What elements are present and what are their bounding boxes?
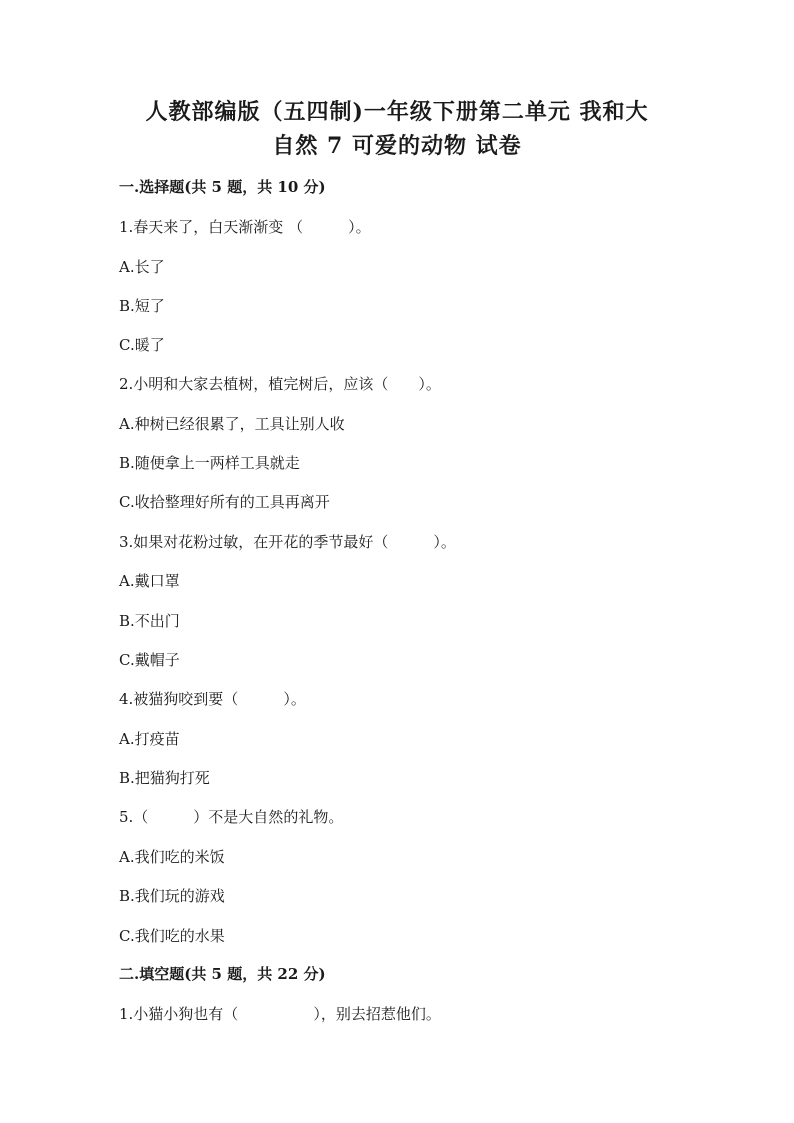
question-option: A.长了 [119,258,165,276]
section-heading-fill-in-blank: 二.填空题(共 5 题，共 22 分) [119,965,326,983]
question-option: B.随便拿上一两样工具就走 [119,454,300,472]
section-heading-multiple-choice: 一.选择题(共 5 题，共 10 分) [119,178,326,196]
question-option: A.戴口罩 [119,572,180,590]
question-stem: 1.小猫小狗也有（ ），别去招惹他们。 [119,1005,441,1023]
question-option: C.暖了 [119,336,165,354]
document-title-line-2: 自然 7 可爱的动物 试卷 [272,133,522,159]
question-option: C.收拾整理好所有的工具再离开 [119,493,330,511]
question-option: B.把猫狗打死 [119,769,210,787]
question-stem: 4.被猫狗咬到要（ ）。 [119,690,306,708]
question-option: A.我们吃的米饭 [119,848,225,866]
question-option: C.戴帽子 [119,651,180,669]
question-option: A.种树已经很累了，工具让别人收 [119,415,345,433]
question-stem: 1.春天来了，白天渐渐变 （ ）。 [119,218,371,236]
question-option: B.不出门 [119,612,180,630]
question-stem: 5.（ ）不是大自然的礼物。 [119,808,344,826]
question-option: B.短了 [119,297,165,315]
question-stem: 3.如果对花粉过敏，在开花的季节最好（ ）。 [119,533,456,551]
question-stem: 2.小明和大家去植树，植完树后，应该（ ）。 [119,375,441,393]
document-title-line-1: 人教部编版（五四制)一年级下册第二单元 我和大 [145,99,649,125]
question-option: C.我们吃的水果 [119,927,225,945]
question-option: A.打疫苗 [119,730,180,748]
question-option: B.我们玩的游戏 [119,887,225,905]
